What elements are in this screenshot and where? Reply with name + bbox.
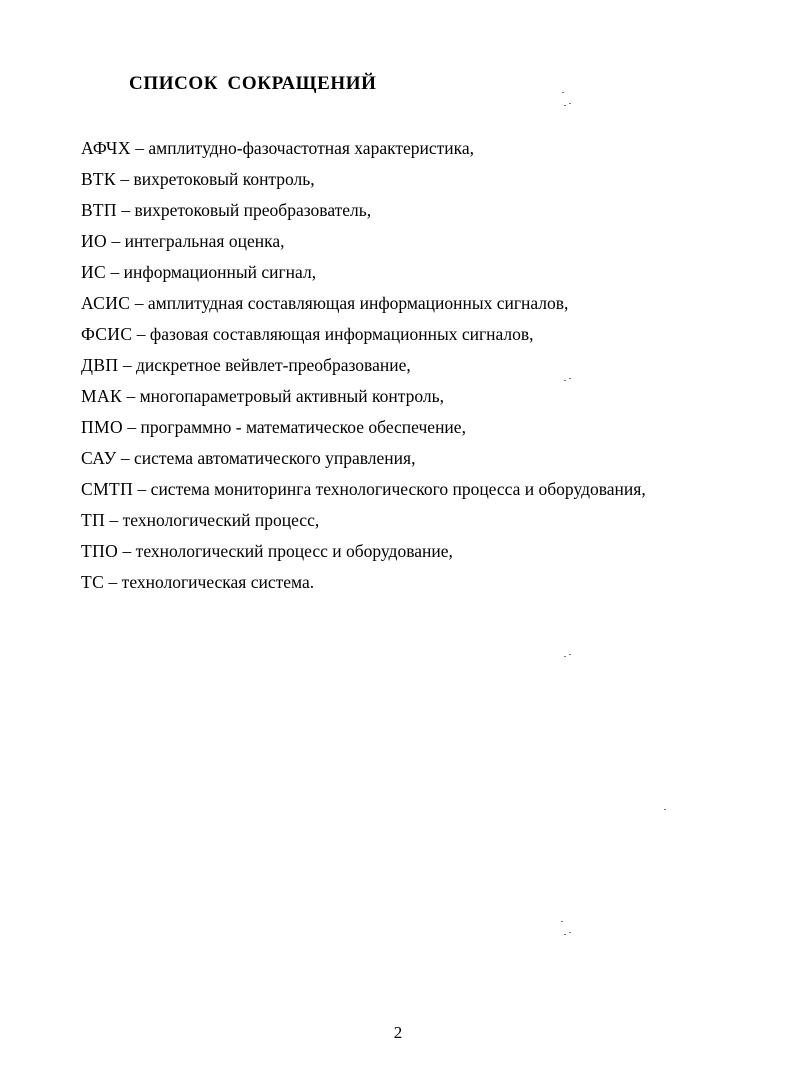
- separator: –: [123, 417, 141, 437]
- scan-speck: [564, 656, 566, 657]
- list-item: [81, 229, 646, 260]
- list-item: [81, 415, 646, 446]
- separator: –: [122, 386, 140, 406]
- definition: технологический процесс,: [122, 510, 320, 530]
- separator: –: [107, 231, 125, 251]
- separator: –: [130, 138, 149, 158]
- separator: –: [106, 262, 124, 282]
- list-item: [81, 446, 646, 477]
- separator: –: [130, 293, 148, 313]
- definition: амплитудно-фазочастотная характеристика,: [148, 138, 475, 158]
- abbreviation: ТПО: [81, 541, 119, 561]
- abbreviation: ФСИС: [81, 324, 133, 344]
- page-number: 2: [393, 1023, 403, 1042]
- scan-speck: [664, 809, 666, 810]
- definition: программно - математическое обеспечение,: [140, 417, 466, 437]
- scan-speck: [569, 932, 571, 933]
- abbreviation: ТП: [81, 510, 106, 530]
- separator: –: [132, 324, 150, 344]
- separator: –: [133, 479, 151, 499]
- abbreviation: ТС: [81, 572, 105, 592]
- list-item: [81, 167, 646, 198]
- scan-speck: [562, 92, 564, 93]
- scan-speck: [561, 921, 563, 922]
- definition: система мониторинга технологического процесса и оборудования,: [150, 479, 646, 499]
- separator: –: [105, 510, 123, 530]
- scan-speck: [569, 378, 571, 379]
- list-item: [81, 353, 646, 384]
- abbreviation: ВТК: [81, 169, 117, 189]
- list-item: [81, 136, 646, 167]
- abbreviation: АФЧХ: [81, 138, 131, 158]
- list-item: [81, 570, 646, 601]
- definition: система автоматического управления,: [134, 448, 416, 468]
- definition: фазовая составляющая информационных сигналов,: [149, 324, 534, 344]
- definition: технологический процесс и оборудование,: [135, 541, 453, 561]
- scan-speck: [569, 103, 571, 104]
- abbreviation: ИС: [81, 262, 107, 282]
- scan-speck: [569, 654, 571, 655]
- definition: амплитудная составляющая информационных сигналов,: [147, 293, 569, 313]
- scan-speck: [564, 105, 566, 106]
- separator: –: [118, 541, 136, 561]
- separator: –: [116, 169, 134, 189]
- separator: –: [104, 572, 122, 592]
- abbreviation: АСИС: [81, 293, 131, 313]
- list-item: [81, 291, 646, 322]
- scan-speck: [564, 380, 566, 381]
- list-item: [81, 384, 646, 415]
- scan-speck: [564, 934, 566, 935]
- abbreviation: ВТП: [81, 200, 117, 220]
- abbreviation: ДВП: [81, 355, 119, 375]
- separator: –: [118, 355, 136, 375]
- abbreviation: МАК: [81, 386, 123, 406]
- definition: многопараметровый активный контроль,: [139, 386, 444, 406]
- definition: вихретоковый контроль,: [133, 169, 315, 189]
- list-item: [81, 260, 646, 291]
- abbreviation: САУ: [81, 448, 117, 468]
- definition: информационный сигнал,: [123, 262, 317, 282]
- page-title: СПИСОК СОКРАЩЕНИЙ: [129, 73, 377, 94]
- abbreviation: ПМО: [81, 417, 124, 437]
- list-item: [81, 508, 646, 539]
- list-item: [81, 322, 646, 353]
- definition: интегральная оценка,: [124, 231, 285, 251]
- definition: технологическая система.: [121, 572, 315, 592]
- list-item: [81, 539, 646, 570]
- definition: вихретоковый преобразователь,: [134, 200, 372, 220]
- abbreviation-list: [81, 136, 646, 601]
- list-item: [81, 198, 646, 229]
- separator: –: [116, 448, 134, 468]
- abbreviation: СМТП: [81, 479, 134, 499]
- separator: –: [116, 200, 135, 220]
- abbreviation: ИО: [81, 231, 108, 251]
- list-item: [81, 477, 646, 508]
- definition: дискретное вейвлет-преобразование,: [135, 355, 411, 375]
